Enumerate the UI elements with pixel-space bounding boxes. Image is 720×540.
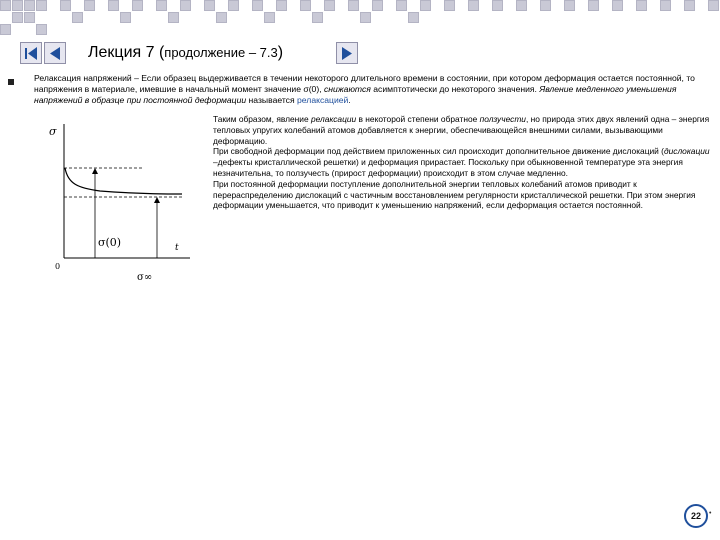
relaxation-graph xyxy=(40,118,210,288)
next-slide-button[interactable] xyxy=(336,42,358,64)
relaxation-curve xyxy=(65,168,182,194)
explanation-p1: Таким образом, явление релаксации в некоторой степени обратное ползучести, но природа этих двух явлений одна – энергия тепловых упругих колебаний атомов добавляется к энергии, обеспечивающейся внешними силами, вызывающими деформацию. xyxy=(213,114,710,146)
title-row xyxy=(20,42,420,64)
y-axis-label: σ xyxy=(49,125,57,138)
intro-paragraph: Релаксация напряжений – Если образец выдерживается в течении некоторого длительного времени в состоянии, при котором деформация остается постоянной, то напряжения в материале, имевшие в начальный момент значение σ(0), снижаются асимптотически до некоторого значения. Явление медленного уменьшения напряжений в образце при постоянной деформации называется релаксацией. xyxy=(34,73,695,105)
right-arrow-icon xyxy=(337,43,357,63)
left-arrow-icon xyxy=(21,43,41,63)
explanation-p3: При постоянной деформации поступление дополнительной энергии тепловых колебаний атомов приводит к перераспределению дислокаций с частичным восстановлением регулярности кристаллической решетки. При этом энергия деформации уменьшается, что приводит к уменьшению напряжений, если деформация остается постоянной. xyxy=(213,178,696,211)
left-arrow-icon xyxy=(45,43,65,63)
prev-button-2[interactable] xyxy=(44,42,66,64)
t-label: t xyxy=(175,243,179,253)
page-title: Лекция 7 (продолжение – 7.3) xyxy=(88,44,284,61)
page-number: 22 xyxy=(684,504,708,528)
sigma0-label: σ(0) xyxy=(98,236,122,249)
prev-slide-button[interactable] xyxy=(20,42,42,64)
bullet-marker xyxy=(8,79,14,85)
term-link: релаксацией xyxy=(297,95,349,105)
sigma-inf-label: σ∞ xyxy=(137,272,153,283)
explanation-p2: При свободной деформации под действием приложенных сил происходит дополнительное движение дислокаций (дислокации –дефекты кристаллической решетки) и деформация прирастает. Поскольку при обыкновенной температуре эта энергия незначительна, то ползучесть (прирост деформации) происходит в этом случае медленно. xyxy=(213,146,710,178)
origin-label: 0 xyxy=(55,262,61,271)
decorative-squares xyxy=(0,0,720,40)
page-dot: • xyxy=(709,510,712,517)
explanation-text xyxy=(213,114,713,211)
